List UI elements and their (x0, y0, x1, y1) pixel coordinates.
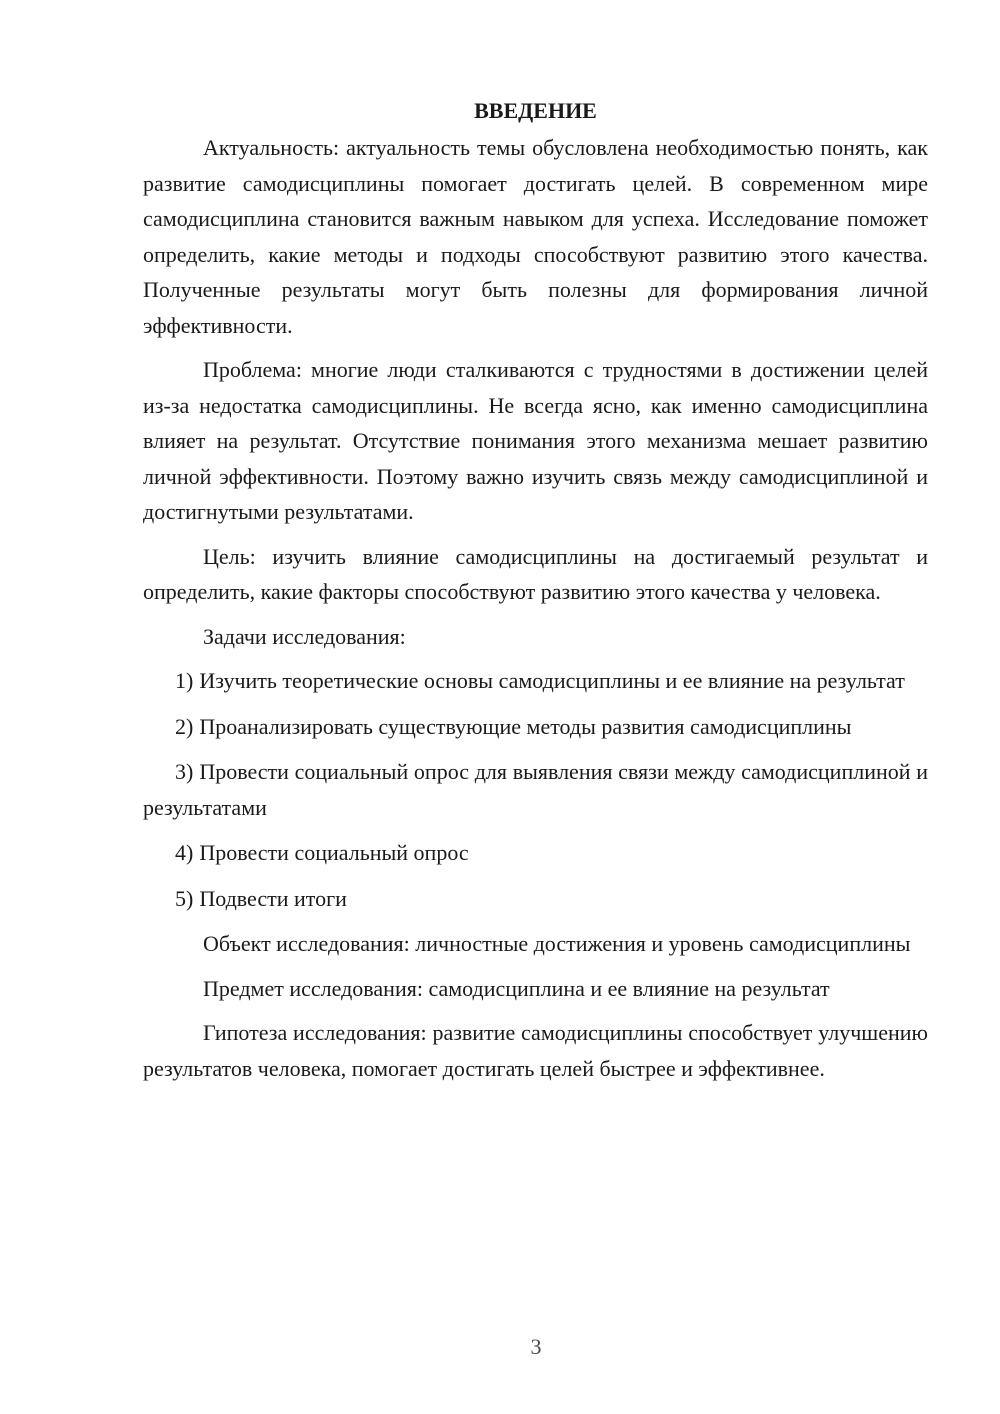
task-item-1 (143, 663, 928, 699)
task-item-3 (143, 754, 928, 825)
goal-paragraph: Цель: изучить влияние самодисциплины на достигаемый результат и определить, какие факторы способствуют развитию этого качества у человека. (143, 543, 928, 604)
task-item-2 (143, 709, 928, 745)
task-label: 5) (175, 885, 194, 911)
subject-paragraph: Предмет исследования: самодисциплина и ее влияние на результат (203, 975, 830, 1001)
task-label: 1) (175, 668, 194, 693)
tasks-title: Задачи исследования: (203, 623, 406, 649)
task-label: 2) (175, 713, 194, 739)
task-label: 3) (175, 759, 194, 784)
task-text: Провести социальный опрос (199, 840, 469, 865)
task-text: Провести социальный опрос для выявления связи между самодисциплиной и результатами (143, 759, 928, 820)
task-text: Проанализировать существующие методы развития самодисциплины (199, 713, 852, 739)
task-text: Подвести итоги (199, 885, 347, 911)
problem-paragraph: Проблема: многие люди сталкиваются с трудностями в достижении целей из-за недостатка самодисциплины. Не всегда ясно, как именно самодисциплина влияет на результат. Отсутствие понимания этого механизма мешает развитию личной эффективности. Поэтому важно изучить связь между самодисциплиной и достигнутыми результатами. (143, 357, 928, 524)
relevance-paragraph: Актуальность: актуальность темы обусловлена необходимостью понять, как развитие самодисциплины помогает достигать целей. В современном мире самодисциплина становится важным навыком для успеха. Исследование поможет определить, какие методы и подходы способствуют развитию этого качества. Полученные результаты могут быть полезны для формирования личной эффективности. (143, 135, 928, 338)
object-paragraph: Объект исследования: личностные достижения и уровень самодисциплины (203, 931, 911, 956)
hypothesis-paragraph: Гипотеза исследования: развитие самодисциплины способствует улучшению результатов человека, помогает достигать целей быстрее и эффективнее. (143, 1020, 928, 1081)
section-heading: ВВЕДЕНИЕ (474, 98, 597, 123)
task-text: Изучить теоретические основы самодисциплины и ее влияние на результат (199, 668, 905, 693)
task-item-4 (143, 835, 928, 871)
task-item-5 (143, 881, 928, 917)
task-label: 4) (175, 840, 194, 865)
page-content (143, 96, 928, 1095)
page-number: 3 (530, 1334, 542, 1359)
